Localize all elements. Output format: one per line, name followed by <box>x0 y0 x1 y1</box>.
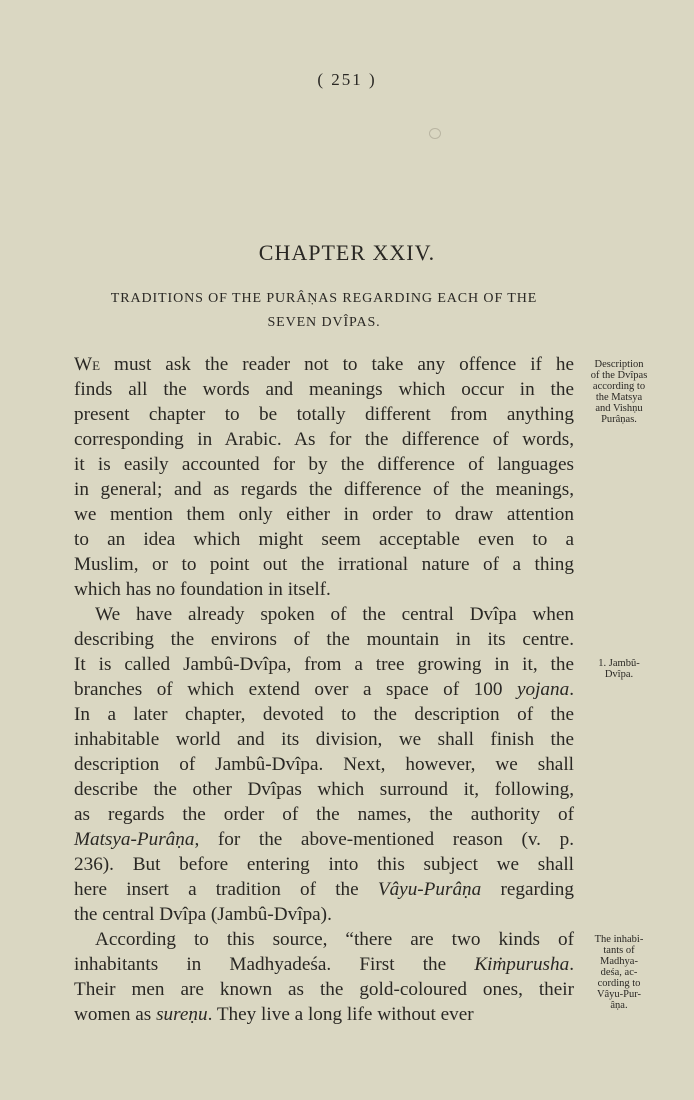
text-line: we mention them only either in order to draw attention <box>74 504 574 525</box>
text-line: According to this source, “there are two kinds of <box>95 929 574 950</box>
margin-note-line: âṇa. <box>610 1000 628 1011</box>
text-line: it is easily accounted for by the difference of languages <box>74 454 574 475</box>
margin-note-line: Vâyu-Pur- <box>596 989 642 1000</box>
text-line: women as sureṇu. They live a long life without ever <box>74 1004 474 1025</box>
margin-note-line: cording to <box>597 978 641 989</box>
margin-note-line: Madhya- <box>600 956 638 967</box>
margin-note-jambu <box>580 658 658 680</box>
text-line: inhabitable world and its division, we shall finish the <box>74 729 574 750</box>
body-text <box>74 352 574 1027</box>
subtitle-line: SEVEN DVÎPAS. <box>267 315 381 330</box>
italic-term: Kiṁpurusha <box>474 954 570 975</box>
margin-note-description <box>580 359 658 425</box>
paper-smudge <box>429 128 441 139</box>
margin-note-line: deśa, ac- <box>600 967 638 978</box>
drop-word: We <box>74 354 101 375</box>
text-line: branches of which extend over a space of 100 yojana. <box>74 679 574 700</box>
margin-note-line: of the Dvîpas <box>590 370 648 381</box>
margin-note-line: The inhabi- <box>594 934 644 945</box>
text-line: describing the environs of the mountain in its centre. <box>74 629 574 650</box>
italic-term: Matsya-Purâṇa <box>74 829 195 850</box>
margin-note-line: the Matsya <box>595 392 643 403</box>
margin-note-line: Dvîpa. <box>604 669 634 680</box>
text-line: We have already spoken of the central Dvîpa when <box>95 604 574 625</box>
text-line: In a later chapter, devoted to the description of the <box>74 704 574 725</box>
text-line: inhabitants in Madhyadeśa. First the Kiṁpurusha. <box>74 954 574 975</box>
chapter-subtitle <box>74 287 574 335</box>
margin-note-line: Description <box>594 359 644 370</box>
text-line: 236). But before entering into this subject we shall <box>74 854 574 875</box>
text-line: which has no foundation in itself. <box>74 579 331 600</box>
text-line: to an idea which might seem acceptable even to a <box>74 529 574 550</box>
text-line: in general; and as regards the difference of the meanings, <box>74 479 574 500</box>
text-line: It is called Jambû-Dvîpa, from a tree growing in it, the <box>74 654 574 675</box>
text-line: present chapter to be totally different from anything <box>74 404 574 425</box>
margin-note-line: tants of <box>603 945 635 956</box>
text-line: Their men are known as the gold-coloured ones, their <box>74 979 574 1000</box>
margin-note-line: according to <box>592 381 646 392</box>
margin-note-line: 1. Jambû- <box>598 658 640 669</box>
text-line: description of Jambû-Dvîpa. Next, however, we shall <box>74 754 574 775</box>
subtitle-line: TRADITIONS OF THE PURÂṆAS REGARDING EACH OF THE <box>110 291 538 306</box>
italic-term: yojana <box>516 679 570 700</box>
italic-term: Vâyu-Purâṇa <box>377 879 482 900</box>
text-line: Matsya-Purâṇa, for the above-mentioned reason (v. p. <box>74 829 574 850</box>
text-line: We must ask the reader not to take any offence if he <box>74 354 574 375</box>
text-line: finds all the words and meanings which occur in the <box>74 379 574 400</box>
text-line: Muslim, or to point out the irrational nature of a thing <box>74 554 574 575</box>
margin-note-line: and Vishṇu <box>595 403 643 414</box>
margin-note-inhabitants <box>580 934 658 1011</box>
text-line: the central Dvîpa (Jambû-Dvîpa). <box>74 904 332 925</box>
text-line: corresponding in Arabic. As for the difference of words, <box>74 429 574 450</box>
text-line: as regards the order of the names, the authority of <box>74 804 574 825</box>
text-line: here insert a tradition of the Vâyu-Purâṇa regarding <box>74 879 574 900</box>
page-number: ( 251 ) <box>317 70 377 89</box>
text-line: describe the other Dvîpas which surround it, following, <box>74 779 574 800</box>
italic-term: sureṇu <box>156 1004 208 1025</box>
chapter-title: CHAPTER XXIV. <box>258 240 436 265</box>
margin-note-line: Purâṇas. <box>601 414 637 425</box>
